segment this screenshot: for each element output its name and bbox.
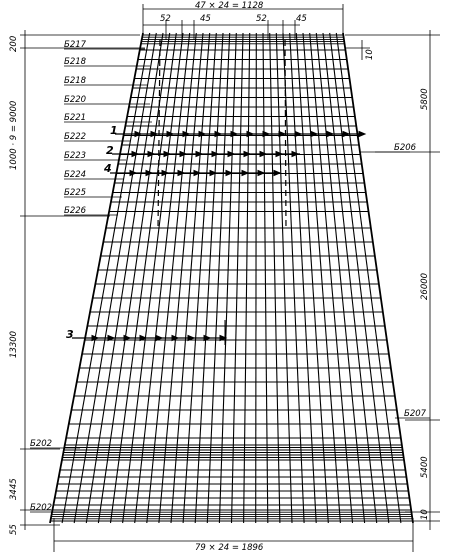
arrow-head [260,152,266,157]
bar-label: Б224 [64,170,87,180]
left-bottom-dimension: 55 [9,524,19,535]
arrow-head [274,171,280,176]
arrow-head [276,152,282,157]
vertical-bar [171,33,210,523]
arrow-head [178,171,184,176]
vertical-bar [98,33,169,523]
vertical-bar [147,33,197,523]
arrow-head [292,152,298,157]
right-upper-dimension: 5800 [420,88,430,110]
bar-label: Б225 [64,188,87,198]
top-width-dimension: 47 × 24 = 1128 [195,1,264,11]
arrow-head [130,171,136,176]
vertical-bar [123,33,183,523]
vertical-bar [263,33,268,523]
bar-label: Б218 [64,76,87,86]
right-top-small-dimension: 10 [365,49,375,60]
left-middle-dimension: 13300 [9,330,19,358]
top-gap-left-dimension: 52 [160,14,171,24]
arrow-head [244,152,250,157]
bar-label-lower: Б202 [30,503,53,513]
arrow-head [148,152,154,157]
bar-label-right: Б207 [404,409,427,419]
top-gap-right-dimension: 52 [256,14,267,24]
vertical-bar [303,33,340,523]
arrow-head [242,171,248,176]
vertical-bar [330,33,389,523]
arrow-head [359,132,365,137]
top-gap-left-small-dimension: 45 [200,14,211,24]
section-marker: 1 [110,124,118,137]
bar-label-lower: Б202 [30,439,53,449]
bar-label: Б222 [64,132,87,142]
arrow-head [164,152,170,157]
right-lower-dimension: 5400 [420,456,430,478]
reinforcement-mesh [30,33,430,523]
vertical-bar [86,33,163,523]
section-marker: 2 [106,144,114,157]
right-bottom-small-dimension: 10 [420,509,430,520]
bar-label: Б220 [64,95,87,105]
arrow-head [228,152,234,157]
vertical-bar [62,33,150,523]
vertical-bar [74,33,156,523]
arrow-head [180,152,186,157]
arrow-head [132,152,138,157]
left-lower-dimension: 3445 [9,478,19,500]
arrow-head [196,152,202,157]
section-marker: 4 [104,162,112,175]
vertical-bar [244,33,250,523]
bar-label: Б217 [64,40,87,50]
dashed-bar [285,40,286,230]
arrow-head [212,152,218,157]
vertical-bar [256,33,257,523]
bar-label-right: Б206 [394,143,417,153]
arrow-head [258,171,264,176]
arrow-head [162,171,168,176]
bar-label: Б223 [64,151,87,161]
right-middle-dimension: 26000 [420,272,430,300]
bottom-width-dimension: 79 × 24 = 1896 [195,543,264,553]
left-top-dimension: 200 [9,35,19,52]
bar-label: Б221 [64,113,87,123]
top-gap-right-small-dimension: 45 [296,14,307,24]
bar-label: Б226 [64,206,87,216]
section-marker: 3 [66,328,74,341]
vertical-bar [343,33,413,523]
arrow-head [146,171,152,176]
vertical-bar [50,33,143,523]
dashed-bar [158,40,160,230]
left-upper-dimension: 1000 · 9 = 9000 [9,100,19,170]
bar-label: Б218 [64,57,87,67]
